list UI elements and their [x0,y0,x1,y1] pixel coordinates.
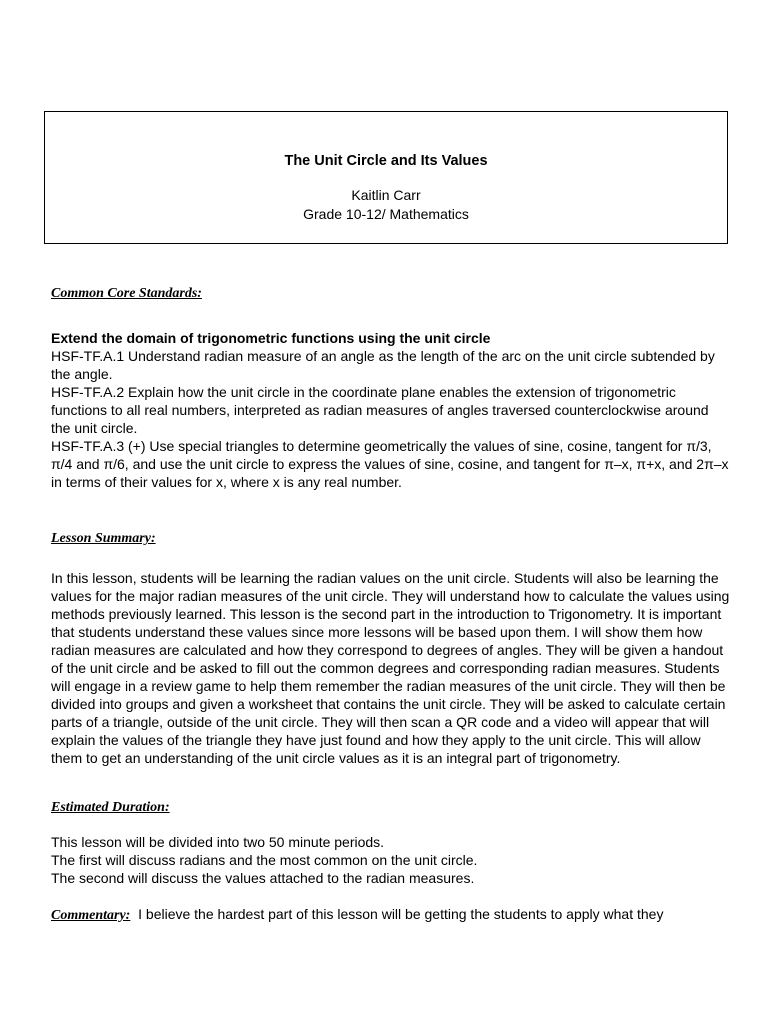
standards-heading: Common Core Standards: [51,286,202,301]
standard-item: HSF-TF.A.1 Understand radian measure of an angle as the length of the arc on the unit circle subtended by the angle. [51,348,715,382]
standard-item: HSF-TF.A.3 (+) Use special triangles to determine geometrically the values of sine, cosine, tangent for π/3, π/4 and π/6, and use the unit circle to express the values of sine, cosine, and tangent for π–x, π+x, and 2π–x in terms of their values for x, where x is any real number. [51,438,729,490]
commentary-body: I believe the hardest part of this lesson will be getting the students to apply what they [138,906,664,922]
summary-body: In this lesson, students will be learning the radian values on the unit circle. Students will also be learning the values for the major radian measures of the unit circle. They will understand how to calculate the values using methods previously learned. This lesson is the second part in the introduction to Trigonometry. It is important that students understand these values since more lessons will be based upon them. I will show them how radian measures are calculated and how they correspond to degrees of angles. They will be given a handout of the unit circle and be asked to fill out the common degrees and corresponding radian measures. Students will engage in a review game to help them remember the radian measures of the unit circle. They will then be divided into groups and given a worksheet that contains the unit circle. They will be asked to calculate certain parts of a triangle, outside of the unit circle. They will then scan a QR code and a video will appear that will explain the values of the triangle they have just found and how they apply to the unit circle. This will allow them to get an understanding of the unit circle values as it is an integral part of trigonometry. [51,570,730,766]
standards-subheading: Extend the domain of trigonometric functions using the unit circle [51,330,491,346]
summary-heading: Lesson Summary: [51,531,156,546]
duration-line: This lesson will be divided into two 50 minute periods. [51,834,385,850]
commentary-paragraph [51,905,731,925]
title-box [44,111,728,244]
standard-item: HSF-TF.A.2 Explain how the unit circle in the coordinate plane enables the extension of trigonometric functions to all real numbers, interpreted as radian measures of angles traversed counterclockwise around the unit circle. [51,384,709,436]
duration-line: The first will discuss radians and the most common on the unit circle. [51,852,478,868]
grade-subject: Grade 10-12/ Mathematics [303,206,469,222]
document-body [51,286,731,925]
page-title: The Unit Circle and Its Values [284,153,488,169]
commentary-heading: Commentary: [51,908,131,923]
author-name: Kaitlin Carr [351,187,421,203]
duration-heading: Estimated Duration: [51,800,170,815]
duration-line: The second will discuss the values attached to the radian measures. [51,870,475,886]
